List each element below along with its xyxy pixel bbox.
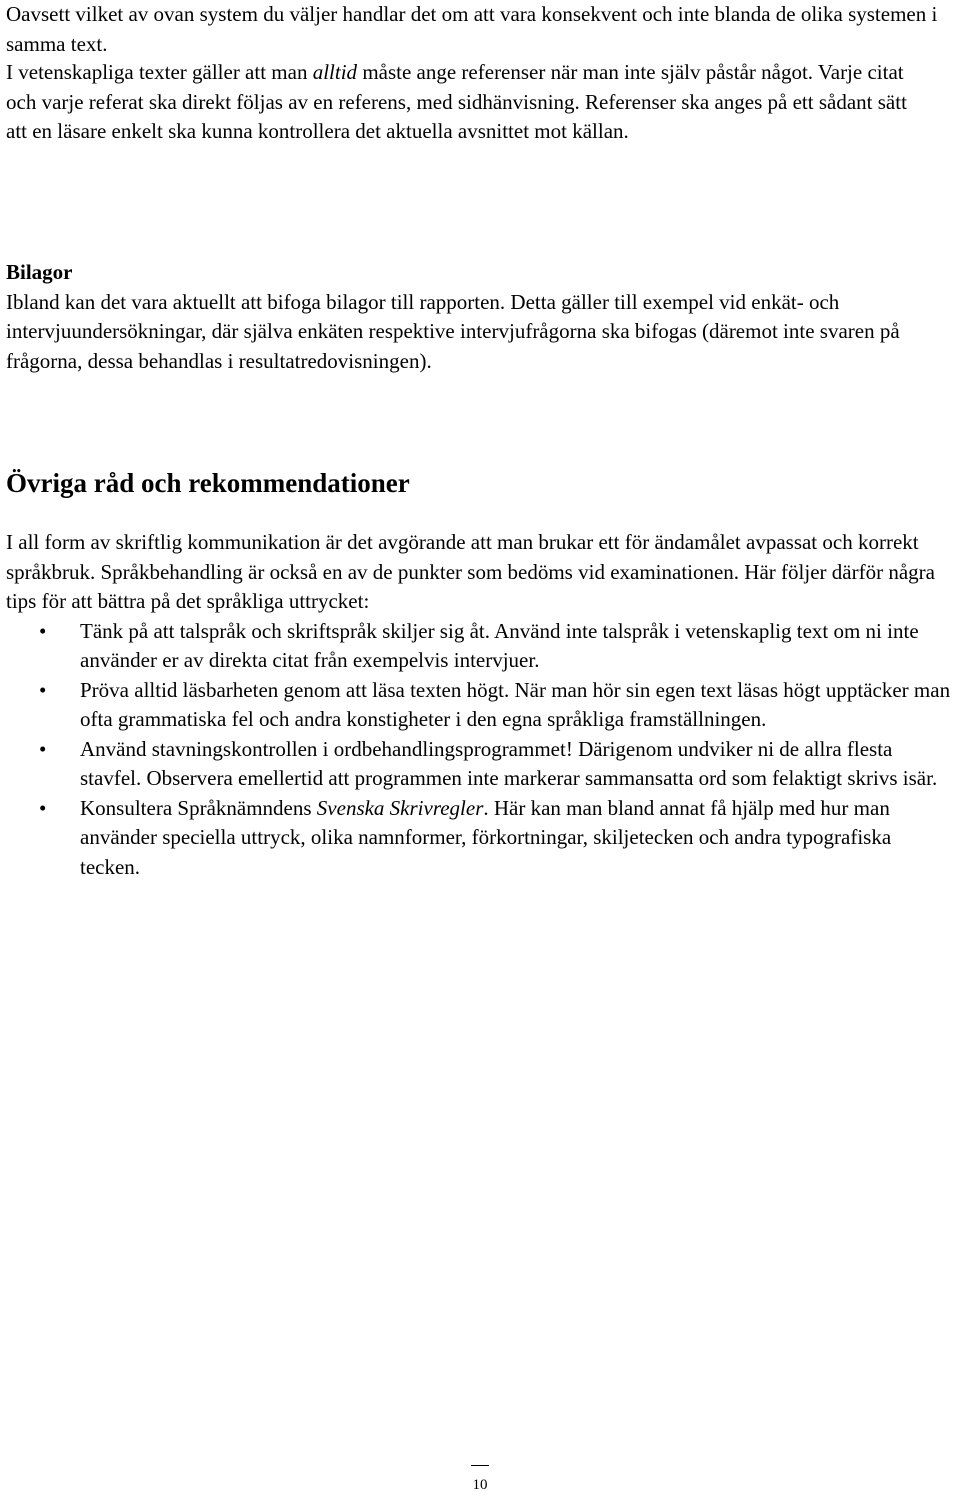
paragraph-references	[6, 58, 926, 147]
heading-ovriga-rad: Övriga råd och rekommendationer	[6, 468, 410, 498]
list-item	[6, 617, 956, 676]
references-text-end: måste ange referenser när man inte själv påstår något. Varje citat och varje referat ska direkt följas av en referens, med sidhänvisning. Referenser ska anges på ett sådant sätt att en läsare enkelt ska kunna kontrollera det aktuella avsnittet mot källan.	[6, 60, 907, 143]
paragraph-consistency: Oavsett vilket av ovan system du väljer handlar det om att vara konsekvent och inte blanda de olika systemen i samma text.	[6, 2, 938, 56]
section-ovriga	[6, 528, 956, 882]
tip-text-end: . Här kan man bland annat få hjälp med hur man använder speciella uttryck, olika namnformer, förkortningar, skiljetecken och andra typografiska tecken.	[80, 795, 892, 879]
bullet-icon: •	[39, 736, 47, 761]
tip-text: Tänk på att talspråk och skriftspråk skiljer sig åt. Använd inte talspråk i vetenskaplig text om ni inte använder er av direkta citat från exempelvis intervjuer.	[80, 618, 919, 672]
heading-bilagor: Bilagor	[6, 260, 73, 284]
bullet-icon: •	[39, 795, 47, 820]
emphasis-alltid: alltid	[312, 60, 358, 84]
list-item	[6, 794, 956, 883]
tips-list	[6, 617, 956, 883]
page-number: 10	[472, 1477, 488, 1493]
paragraph-ovriga-intro: I all form av skriftlig kommunikation är det avgörande att man brukar ett för ändamålet avpassat och korrekt språkbruk. Språkbehandling är också en av de punkter som bedöms vid examinationen. Här följer därför några tips för att bättra på det språkliga uttrycket:	[6, 530, 935, 613]
tip-text-start: Konsultera Språknämndens	[80, 795, 317, 820]
paragraph-bilagor: Ibland kan det vara aktuellt att bifoga bilagor till rapporten. Detta gäller till exempel vid enkät- och intervjuundersökningar, där själva enkäten respektive intervjufrågorna ska bifogas (däremot inte svaren på frågorna, dessa behandlas i resultatredovisningen).	[6, 289, 900, 373]
section-bilagor	[6, 258, 956, 376]
emphasis-svenska-skrivregler: Svenska Skrivregler	[316, 795, 484, 820]
tip-text: Pröva alltid läsbarheten genom att läsa texten högt. När man hör sin egen text läsas högt upptäcker man ofta grammatiska fel och andra konstigheter i den egna språkliga framställningen.	[80, 677, 951, 731]
tip-text: Använd stavningskontrollen i ordbehandlingsprogrammet! Därigenom undviker ni de allra flesta stavfel. Observera emellertid att programmen inte markerar sammansatta ord som felaktigt skrivs isär.	[80, 736, 938, 790]
bullet-icon: •	[39, 677, 47, 702]
list-item	[6, 676, 956, 735]
bullet-icon: •	[39, 618, 47, 643]
references-text-start: I vetenskapliga texter gäller att man	[6, 60, 313, 84]
list-item	[6, 735, 956, 794]
footer-divider	[471, 1465, 489, 1466]
